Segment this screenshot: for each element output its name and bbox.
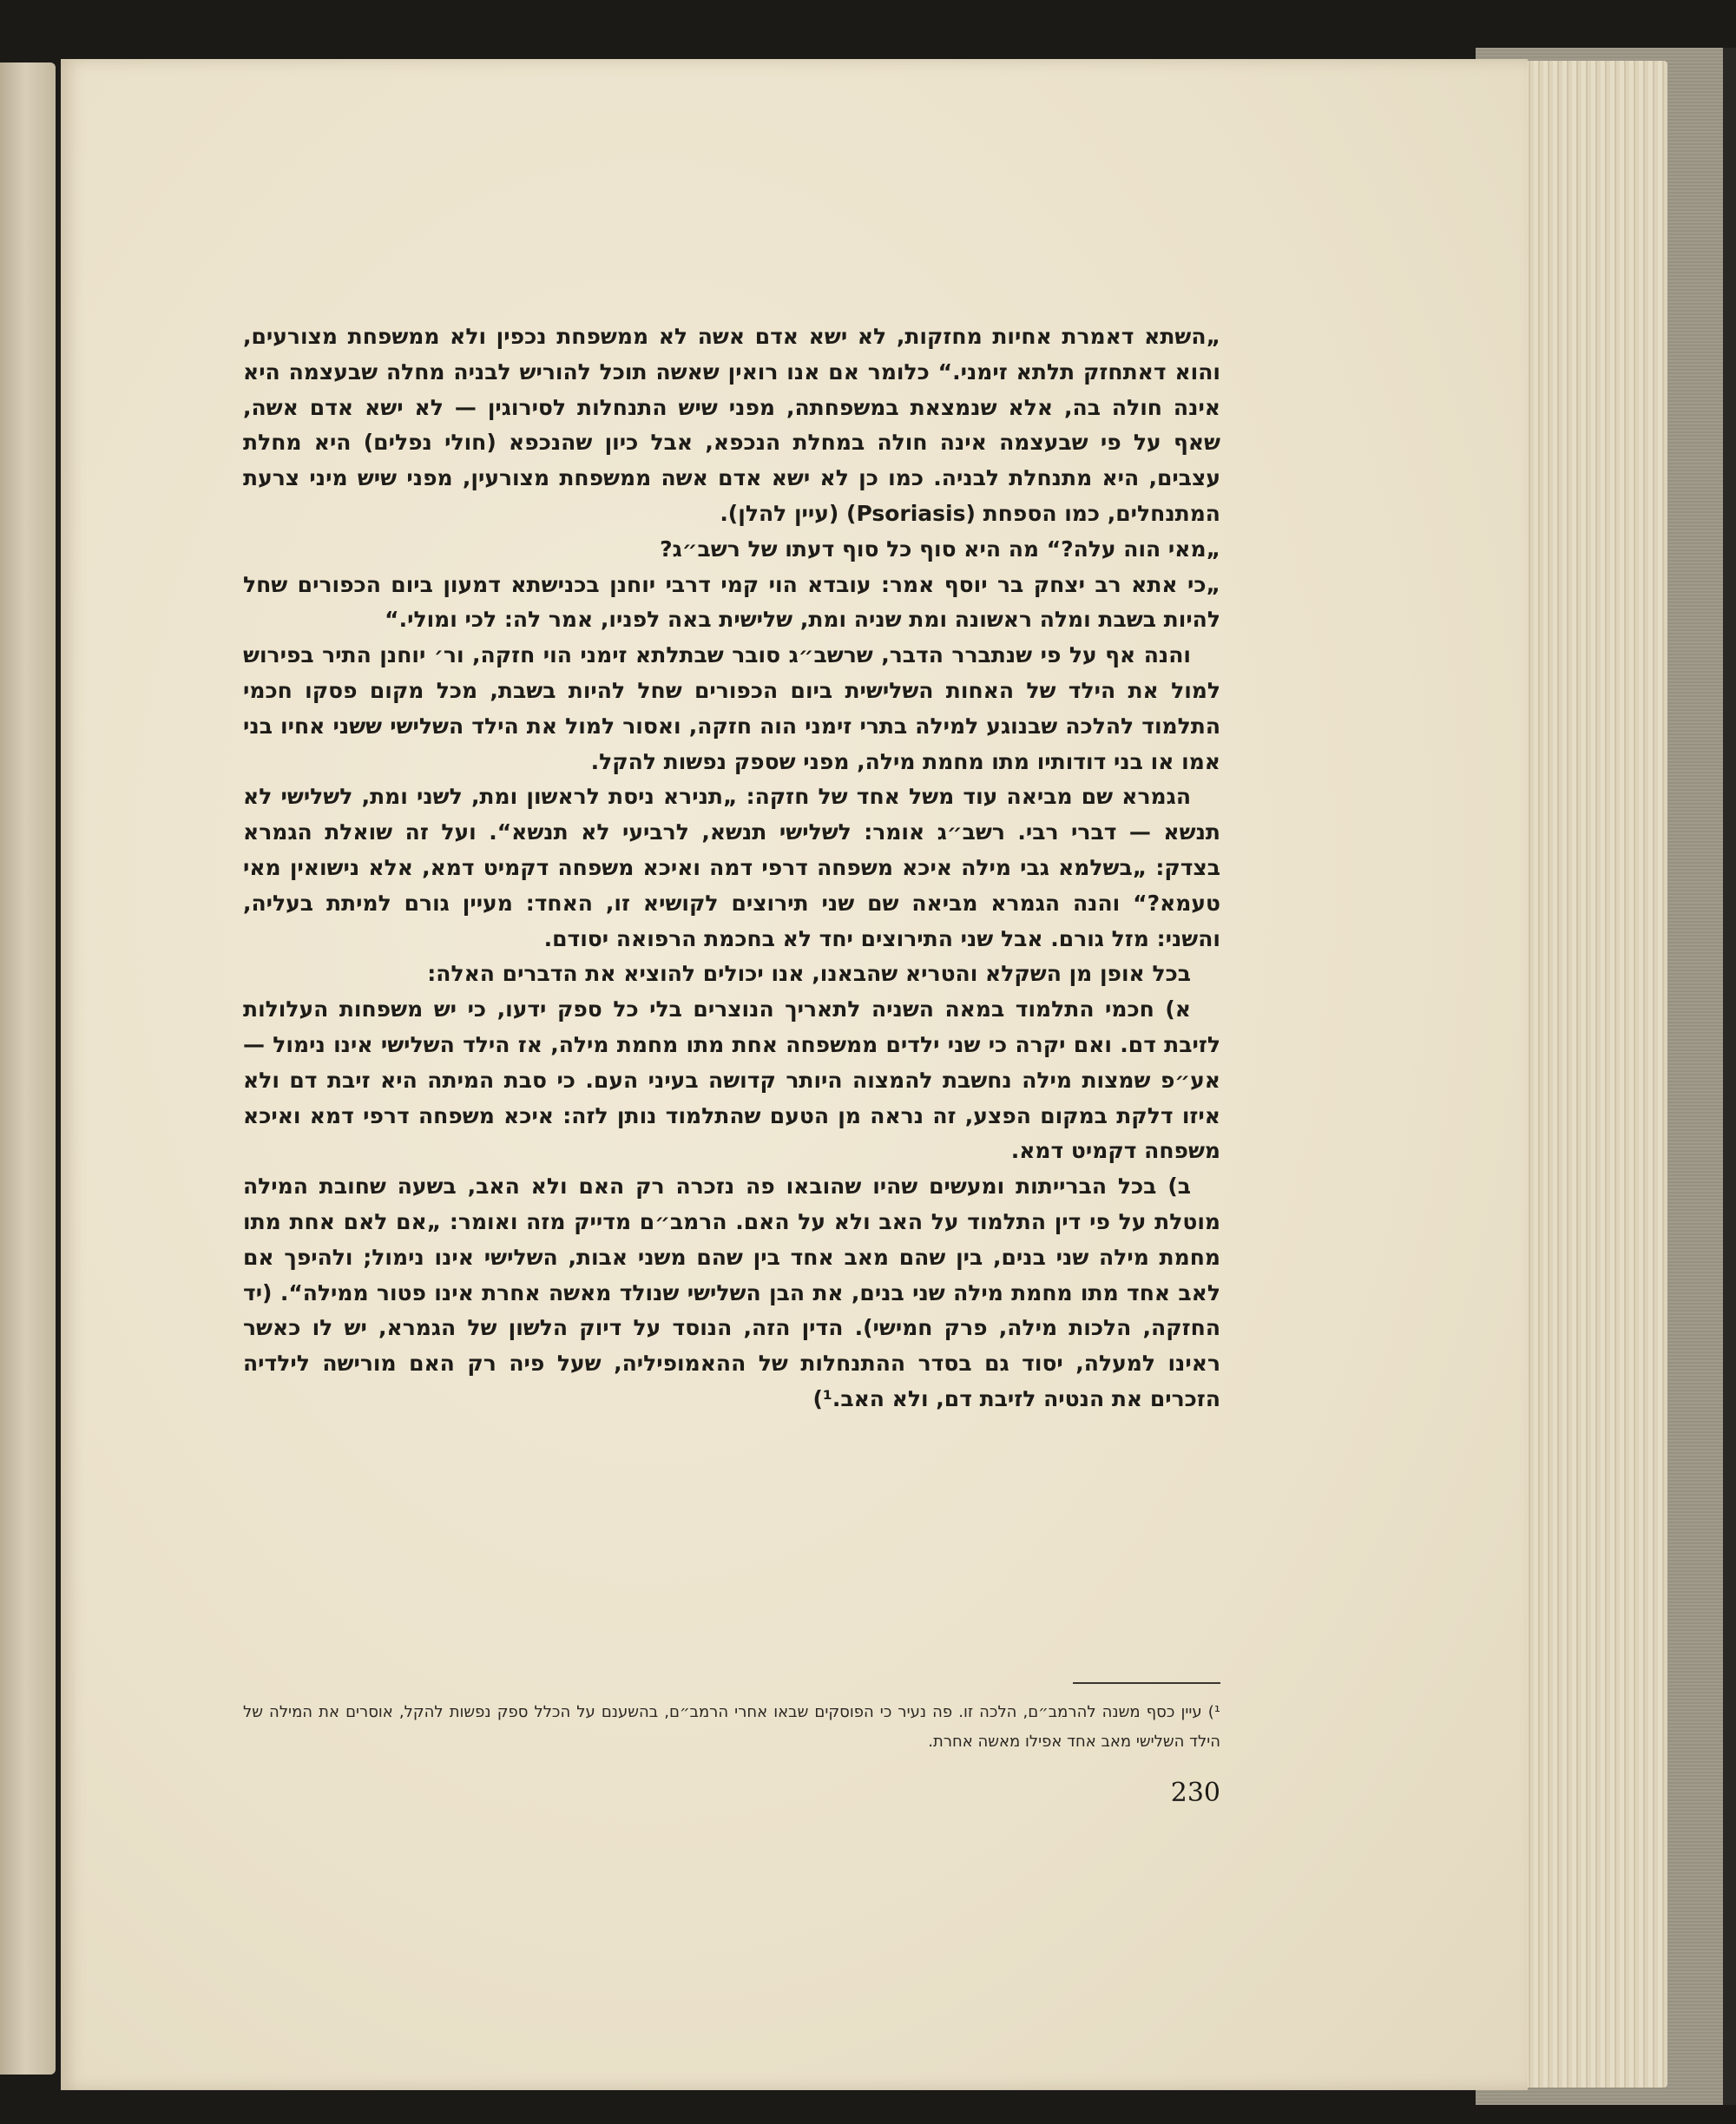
page-number: 230	[1170, 1778, 1220, 1808]
footnote: ¹) עיין כסף משנה להרמב״ם, הלכה זו. פה נעיר כי הפוסקים שבאו אחרי הרמב״ם, בהשענם על הכלל ספק נפשות להקל, אוסרים את המילה של הילד השלישי מאב אחד אפילו מאשה אחרת.	[243, 1703, 1220, 1751]
book-page	[61, 59, 1528, 2090]
previous-page-edge	[0, 62, 56, 2075]
paragraph: א) חכמי התלמוד במאה השניה לתאריך הנוצרים בלי כל ספק ידעו, כי יש משפחות העלולות לזיבת דם. ואם יקרה כי שני ילדים ממשפחה אחת מתו מחמת מילה, אז הילד השלישי אינו נימול — אע״פ שמצות מילה נחשבת להמצוה היותר קדושה בעיני העם. כי סבת המיתה היא זיבת דם ולא איזו דלקת במקום הפצע, זה נראה מן הטעם שהתלמוד נותן לזה: איכא משפחה דרפי דמא ואיכא משפחה דקמיט דמא.	[243, 996, 1220, 1164]
paragraph: והנה אף על פי שנתברר הדבר, שרשב״ג סובר שבתלתא זימני הוי חזקה, ור׳ יוחנן התיר בפירוש למול את הילד של האחות השלישית ביום הכפורים שחל להיות בשבת, מכל מקום פסקו חכמי התלמוד להלכה שבנוגע למילה בתרי זימני הוה חזקה, ואסור למול את הילד השלישי ששני אחיו בני אמו או בני דודותיו מתו מחמת מילה, מפני שספק נפשות להקל.	[243, 642, 1220, 774]
footnote-rule	[1073, 1682, 1220, 1684]
paragraph: הגמרא שם מביאה עוד משל אחד של חזקה: „תנירא ניסת לראשון ומת, לשני ומת, לשלישי לא תנשא — דברי רבי. רשב״ג אומר: לשלישי תנשא, לרביעי לא תנשא“. ועל זה שואלת הגמרא בצדק: „בשלמא גבי מילה איכא משפחה דרפי דמה ואיכא משפחה דקמיט דמא, אלא נישואין מאי טעמא?“ והנה הגמרא מביאה שם שני תירוצים לקושיא זו, האחד: מעיין גורם למיתת בעליה, והשני: מזל גורם. אבל שני התירוצים יחד לא בחכמת הרפואה יסודם.	[243, 784, 1220, 951]
paragraph: בכל אופן מן השקלא והטריא שהבאנו, אנו יכולים להוציא את הדברים האלה:	[427, 961, 1191, 987]
cover-edge	[1723, 48, 1736, 2105]
paragraph: „מאי הוה עלה?“ מה היא סוף כל סוף דעתו של רשב״ג?	[660, 536, 1220, 562]
body-text	[243, 319, 1220, 1417]
paragraph: „כי אתא רב יצחק בר יוסף אמר: עובדא הוי קמי דרבי יוחנן בכנישתא דמעון ביום הכפורים שחל להיות בשבת ומלה ראשונה ומת שניה ומת, שלישית באה לפניו, אמר לה: לכי ומולי.“	[243, 571, 1220, 633]
paragraph: „השתא דאמרת אחיות מחזקות, לא ישא אדם אשה לא ממשפחת נכפין ולא ממשפחת מצורעים, והוא דאתחזק תלתא זימני.“ כלומר אם אנו רואין שאשה תוכל להוריש לבניה מחלה שבעצמה היא אינה חולה בה, אלא שנמצאת במשפחתה, מפני שיש התנחלות לסירוגין — לא ישא אדם אשה, שאף על פי שבעצמה אינה חולה במחלת הנכפא, אבל כיון שהנכפא (חולי נפלים) היא מחלת עצבים, היא מתנחלת לבניה. כמו כן לא ישא אדם אשה ממשפחת מצורעין, מפני שיש מיני צרעת המתנחלים, כמו הספחת (Psoriasis) (עיין להלן).	[243, 324, 1220, 526]
paragraph: ב) בכל הברייתות ומעשים שהיו שהובאו פה נזכרה רק האם ולא האב, בשעה שחובת המילה מוטלת על פי דין התלמוד על האב ולא על האם. הרמב״ם מדייק מזה ואומר: „אם לאם אחת מתו מחמת מילה שני בנים, בין שהם מאב אחד בין שהם משני אבות, השלישי אינו נימול; ולהיפך אם לאב אחד מתו מחמת מילה שני בנים, את הבן השלישי שנולד מאשה אחרת אינו פטור ממילה“. (יד החזקה, הלכות מילה, פרק חמישי). הדין הזה, הנוסד על דיוק הלשון של הגמרא, יש לו כאשר ראינו למעלה, יסוד גם בסדר ההתנחלות של ההאמופיליה, שעל פיה רק האם מורישה לילדיה הזכרים את הנטיה לזיבת דם, ולא האב.¹)	[243, 1174, 1220, 1411]
page-stack-edges	[1515, 61, 1667, 2088]
footnotes	[243, 1698, 1220, 1757]
